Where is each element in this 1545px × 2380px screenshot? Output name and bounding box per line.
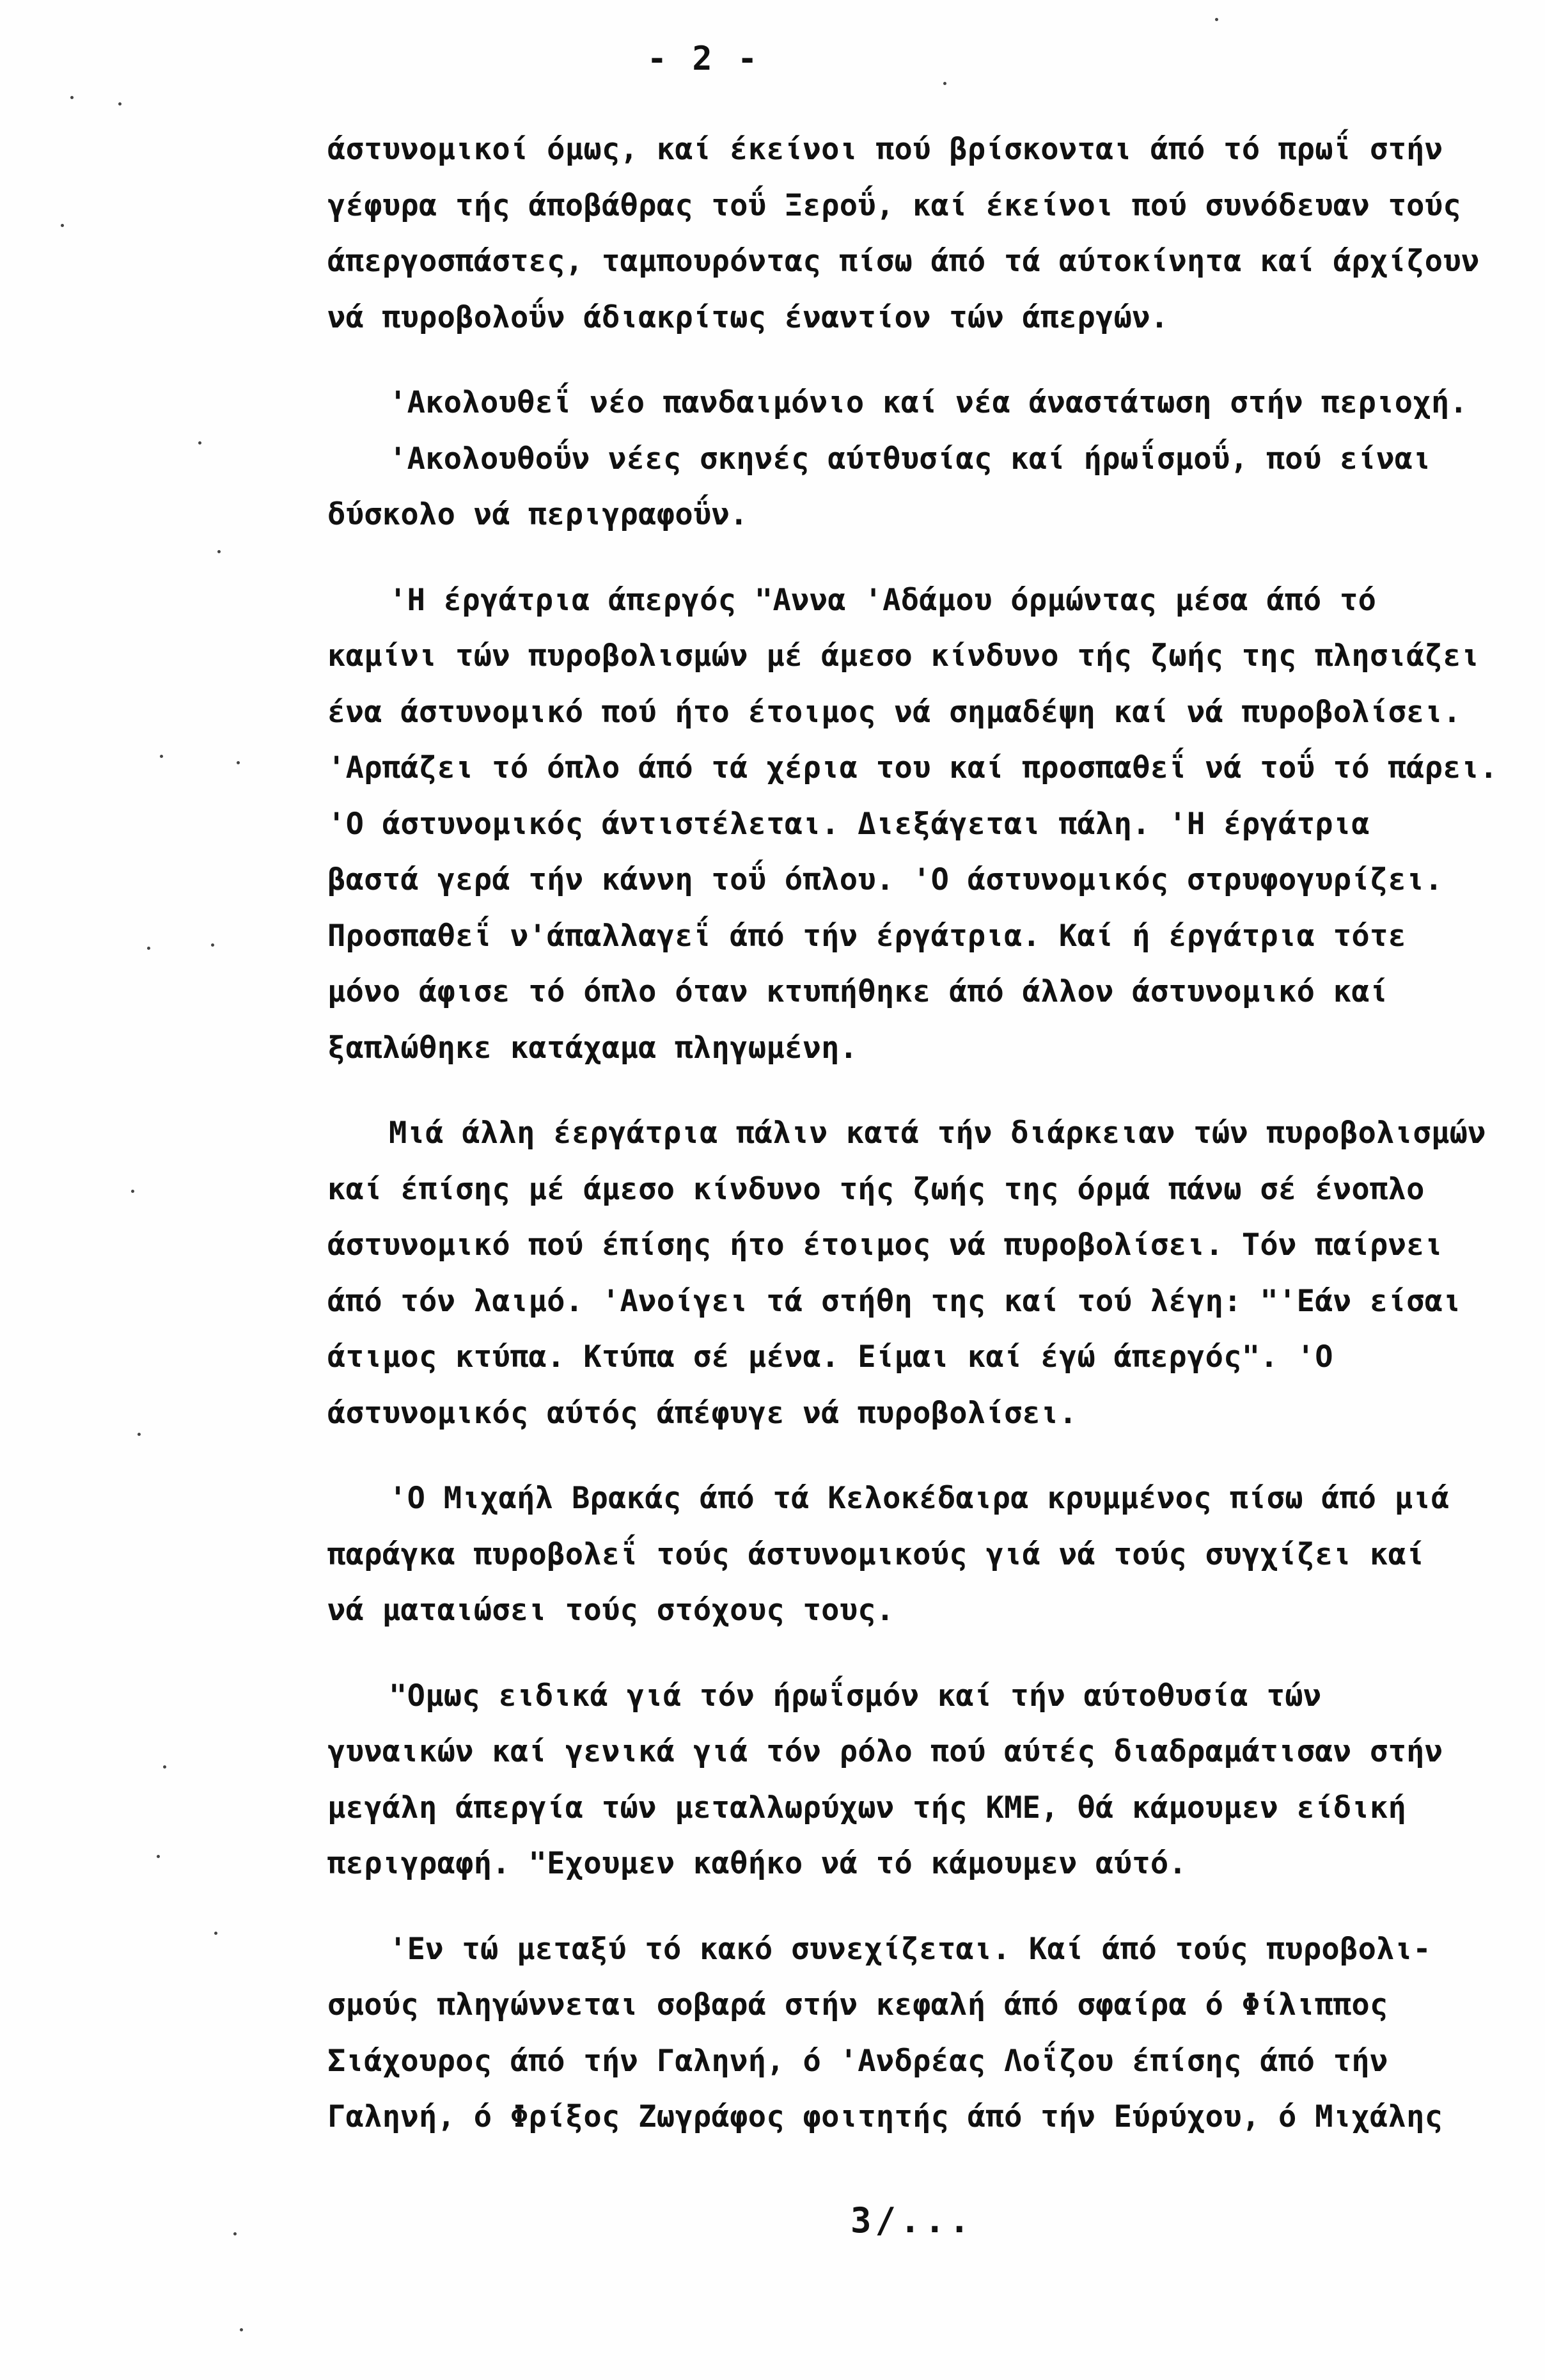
- text-line: 'Ακολουθεΐ νέο πανδαιμόνιο καί νέα άναστάτωση στήν περιοχή.: [389, 385, 1468, 420]
- text-line: άστυνομικός αύτός άπέφυγε νά πυροβολίσει.: [327, 1395, 1078, 1431]
- text-line: βαστά γερά τήν κάννη τοΰ όπλου. 'Ο άστυνομικός στρυφογυρίζει.: [327, 862, 1443, 897]
- text-line: γέφυρα τής άποβάθρας τοΰ Ξεροΰ, καί έκείνοι πού συνόδευαν τούς: [327, 187, 1461, 223]
- text-line: 'Ακολουθοΰν νέες σκηνές αύτθυσίας καί ήρωΐσμοΰ, πού είναι: [389, 441, 1431, 477]
- page-number: - 2 -: [647, 40, 760, 78]
- paragraph-1: [327, 122, 1517, 345]
- scan-speck: [70, 96, 74, 99]
- text-line: 'Αρπάζει τό όπλο άπό τά χέρια του καί προσπαθεΐ νά τοΰ τό πάρει.: [327, 750, 1498, 785]
- scan-speck: [160, 755, 163, 758]
- text-line: "Ομως ειδικά γιά τόν ήρωΐσμόν καί τήν αύτοθυσία τών: [389, 1678, 1322, 1714]
- text-line: μεγάλη άπεργία τών μεταλλωρύχων τής ΚΜΕ, θά κάμουμεν είδική: [327, 1790, 1407, 1825]
- paragraph-3: [327, 572, 1517, 1076]
- continuation-marker: 3/...: [851, 2200, 974, 2241]
- scan-speck: [233, 2232, 237, 2235]
- text-line: άστυνομικό πού έπίσης ήτο έτοιμος νά πυροβολίσει. Τόν παίρνει: [327, 1227, 1443, 1263]
- paragraph-4: [327, 1105, 1517, 1441]
- text-line: καμίνι τών πυροβολισμών μέ άμεσο κίνδυνο τής ζωής της πλησιάζει: [327, 638, 1480, 674]
- text-line: άτιμος κτύπα. Κτύπα σέ μένα. Είμαι καί έγώ άπεργός". 'Ο: [327, 1339, 1333, 1375]
- text-line: νά πυροβολοΰν άδιακρίτως έναντίον τών άπεργών.: [327, 299, 1169, 335]
- text-line: νά ματαιώσει τούς στόχους τους.: [327, 1593, 895, 1628]
- text-line: παράγκα πυροβολεΐ τούς άστυνομικούς γιά νά τούς συγχίζει καί: [327, 1536, 1425, 1572]
- text-line: δύσκολο νά περιγραφοΰν.: [327, 497, 748, 532]
- text-line: 'Ο Μιχαήλ Βρακάς άπό τά Κελοκέδαιρα κρυμμένος πίσω άπό μιά: [389, 1481, 1450, 1516]
- text-line: σμούς πληγώννεται σοβαρά στήν κεφαλή άπό σφαίρα ό Φίλιππος: [327, 1987, 1388, 2022]
- scan-speck: [137, 1433, 141, 1436]
- scan-speck: [943, 82, 946, 85]
- scan-speck: [217, 550, 221, 553]
- text-line: ξαπλώθηκε κατάχαμα πληγωμένη.: [327, 1030, 858, 1066]
- text-line: Προσπαθεΐ ν'άπαλλαγεΐ άπό τήν έργάτρια. Καί ή έργάτρια τότε: [327, 918, 1407, 954]
- text-line: περιγραφή. "Εχουμεν καθήκο νά τό κάμουμεν αύτό.: [327, 1846, 1188, 1881]
- scan-speck: [214, 1932, 217, 1935]
- scan-speck: [240, 2328, 243, 2331]
- text-line: γυναικών καί γενικά γιά τόν ρόλο πού αύτές διαδραμάτισαν στήν: [327, 1734, 1443, 1769]
- scan-speck: [198, 441, 201, 445]
- text-line: άπεργοσπάστες, ταμπουρόντας πίσω άπό τά αύτοκίνητα καί άρχίζουν: [327, 244, 1480, 279]
- text-line: Μιά άλλη έεργάτρια πάλιν κατά τήν διάρκειαν τών πυροβολισμών: [389, 1115, 1486, 1151]
- text-line: Γαληνή, ό Φρίξος Ζωγράφος φοιτητής άπό τήν Εύρύχου, ό Μιχάλης: [327, 2099, 1443, 2134]
- scan-speck: [157, 1855, 160, 1858]
- text-line: 'Ο άστυνομικός άντιστέλεται. Διεξάγεται πάλη. 'Η έργάτρια: [327, 806, 1370, 842]
- paragraph-5: [327, 1470, 1517, 1639]
- scan-speck: [131, 1190, 134, 1193]
- text-line: 'Η έργάτρια άπεργός "Αννα 'Αδάμου όρμώντας μέσα άπό τό: [389, 582, 1377, 618]
- text-line: άστυνομικοί όμως, καί έκείνοι πού βρίσκονται άπό τό πρωΐ στήν: [327, 132, 1443, 167]
- body-text: [327, 122, 1517, 2175]
- scan-speck: [118, 102, 122, 106]
- paragraph-2: [327, 375, 1517, 543]
- text-line: 'Εν τώ μεταξύ τό κακό συνεχίζεται. Καί άπό τούς πυροβολι-: [389, 1931, 1431, 1967]
- text-line: καί έπίσης μέ άμεσο κίνδυνο τής ζωής της όρμά πάνω σέ ένοπλο: [327, 1171, 1425, 1207]
- text-line: ένα άστυνομικό πού ήτο έτοιμος νά σημαδέψη καί νά πυροβολίσει.: [327, 694, 1461, 730]
- scan-speck: [237, 761, 240, 764]
- scan-speck: [211, 943, 214, 947]
- scan-speck: [163, 1765, 166, 1769]
- text-line: άπό τόν λαιμό. 'Ανοίγει τά στήθη της καί τού λέγη: "'Εάν είσαι: [327, 1283, 1461, 1319]
- text-line: μόνο άφισε τό όπλο όταν κτυπήθηκε άπό άλλον άστυνομικό καί: [327, 974, 1388, 1009]
- scan-speck: [147, 947, 150, 950]
- scan-speck: [1215, 18, 1218, 21]
- text-line: Σιάχουρος άπό τήν Γαληνή, ό 'Ανδρέας Λοΐζου έπίσης άπό τήν: [327, 2043, 1388, 2079]
- paragraph-6: [327, 1668, 1517, 1892]
- scan-speck: [61, 224, 64, 227]
- paragraph-7: [327, 1921, 1517, 2145]
